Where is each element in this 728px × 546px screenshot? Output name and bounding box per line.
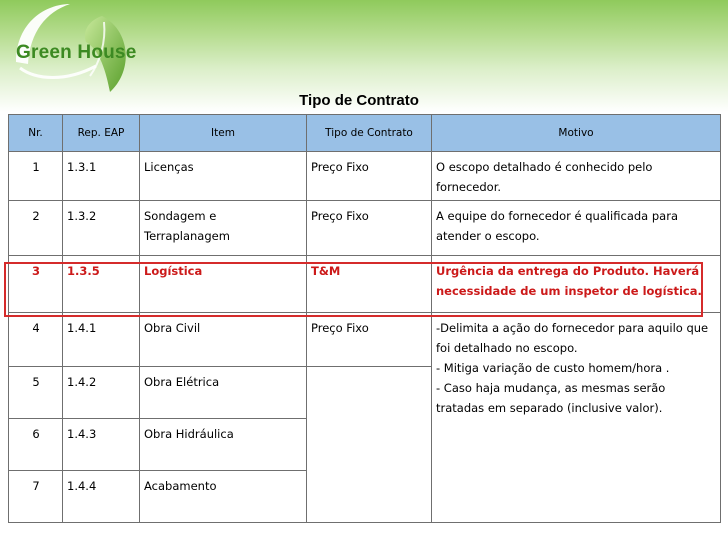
page-title (0, 92, 728, 109)
cell-tipo-empty (307, 367, 432, 419)
cell-item: Obra Hidráulica (140, 419, 307, 471)
cell-motivo-merged (432, 313, 721, 523)
cell-nr: 4 (9, 313, 63, 367)
table-header-row (9, 115, 721, 152)
table-row (9, 201, 721, 256)
motivo-line: -Delimita a ação do fornecedor para aquilo que foi detalhado no escopo. (436, 321, 709, 355)
cell-eap: 1.4.2 (63, 367, 140, 419)
logo-text: Green House (16, 42, 137, 63)
cell-tipo: Preço Fixo (307, 313, 432, 367)
cell-nr: 2 (9, 201, 63, 256)
contract-type-table (8, 114, 721, 523)
header-rep-eap: Rep. EAP (63, 115, 140, 152)
cell-item: Sondagem e Terraplanagem (140, 201, 307, 256)
cell-tipo-empty (307, 471, 432, 523)
cell-item: Obra Civil (140, 313, 307, 367)
cell-tipo-empty (307, 419, 432, 471)
cell-item: Logística (140, 256, 307, 313)
cell-tipo: T&M (307, 256, 432, 313)
cell-nr: 1 (9, 152, 63, 201)
header-item: Item (140, 115, 307, 152)
cell-motivo: A equipe do fornecedor é qualificada para atender o escopo. (432, 201, 721, 256)
cell-nr: 7 (9, 471, 63, 523)
cell-eap: 1.3.5 (63, 256, 140, 313)
cell-item: Obra Elétrica (140, 367, 307, 419)
header-motivo: Motivo (432, 115, 721, 152)
header-nr: Nr. (9, 115, 63, 152)
table-row-highlighted (9, 256, 721, 313)
green-house-logo (6, 2, 137, 102)
cell-nr: 5 (9, 367, 63, 419)
table-row (9, 313, 721, 367)
motivo-line: - Caso haja mudança, as mesmas serão tratadas em separado (inclusive valor). (436, 381, 666, 415)
cell-tipo: Preço Fixo (307, 152, 432, 201)
table-row (9, 152, 721, 201)
header-tipo-contrato: Tipo de Contrato (307, 115, 432, 152)
cell-nr: 6 (9, 419, 63, 471)
cell-motivo: O escopo detalhado é conhecido pelo fornecedor. (432, 152, 721, 201)
motivo-line: - Mitiga variação de custo homem/hora . (436, 361, 670, 375)
cell-eap: 1.4.4 (63, 471, 140, 523)
cell-nr: 3 (9, 256, 63, 313)
cell-eap: 1.3.1 (63, 152, 140, 201)
page-title-text: Tipo de Contrato (299, 92, 419, 109)
cell-tipo: Preço Fixo (307, 201, 432, 256)
cell-eap: 1.4.3 (63, 419, 140, 471)
cell-eap: 1.3.2 (63, 201, 140, 256)
cell-item: Licenças (140, 152, 307, 201)
cell-motivo: Urgência da entrega do Produto. Haverá necessidade de um inspetor de logística. (432, 256, 721, 313)
cell-item: Acabamento (140, 471, 307, 523)
cell-eap: 1.4.1 (63, 313, 140, 367)
